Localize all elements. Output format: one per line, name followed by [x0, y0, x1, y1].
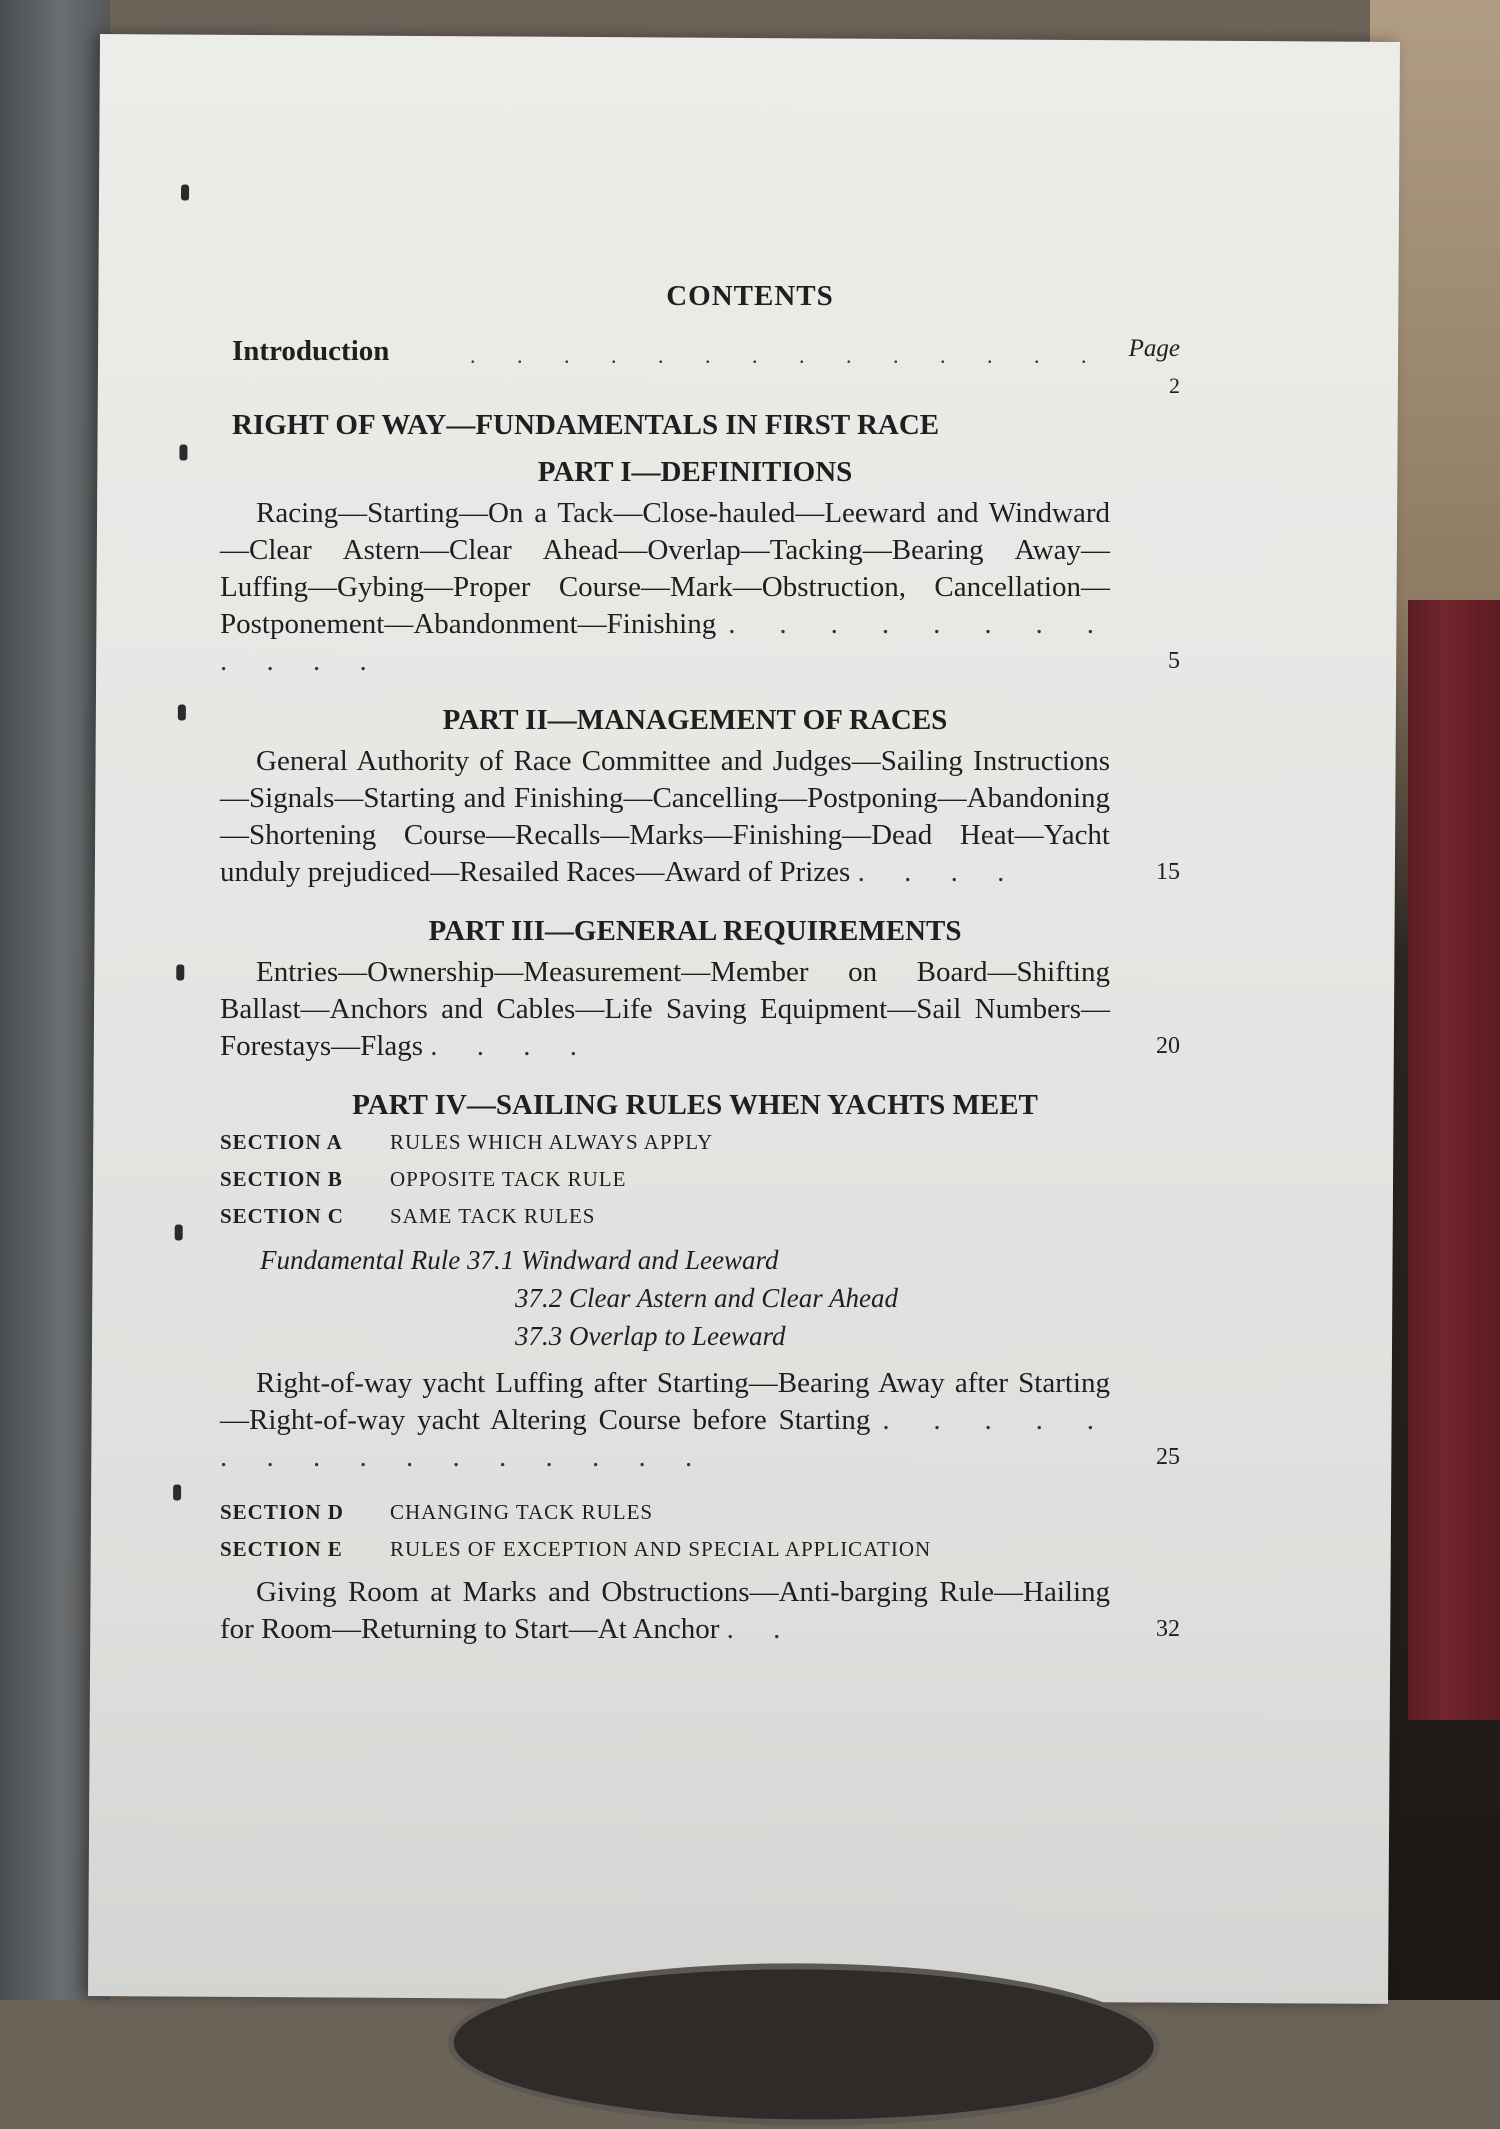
part-heading: PART III—GENERAL REQUIREMENTS — [428, 915, 962, 947]
binding-stitch — [179, 445, 187, 461]
section-title: RULES OF EXCEPTION AND SPECIAL APPLICATION — [390, 1537, 932, 1561]
leader-dots: . . . . — [430, 1030, 593, 1062]
section-row — [220, 1537, 1170, 1562]
section-row — [220, 1500, 1170, 1525]
contents-page — [220, 270, 1180, 1672]
entry-text: Entries—Ownership—Measurement—Member on Board—Shifting Ballast—Anchors and Cables—Life Saving Equipment—Sail Numbers—Forestays—Flags — [220, 956, 1110, 1062]
section-row — [220, 1204, 1170, 1229]
main-heading: RIGHT OF WAY—FUNDAMENTALS IN FIRST RACE — [232, 409, 940, 441]
section-title: OPPOSITE TACK RULE — [390, 1167, 627, 1191]
entry-text: Giving Room at Marks and Obstructions—Anti-barging Rule—Hailing for Room—Returning to Start—At Anchor — [220, 1576, 1110, 1645]
section-label: SECTION E — [220, 1537, 343, 1561]
page-number: 15 — [1156, 859, 1180, 885]
contents-title: CONTENTS — [666, 280, 834, 312]
introduction-label: Introduction — [232, 335, 390, 367]
section-row — [220, 1130, 1170, 1155]
section-label: SECTION B — [220, 1167, 343, 1191]
red-book-spine — [1408, 600, 1500, 1720]
section-e-entry — [220, 1574, 1180, 1648]
part-heading: PART I—DEFINITIONS — [537, 456, 853, 488]
entry-text: Right-of-way yacht Luffing after Starting—Bearing Away after Starting—Right-of-way yacht Altering Course before Starting — [220, 1367, 1110, 1436]
leader-dots: . . . . . . . . . . . . — [220, 608, 1111, 677]
part-entry — [220, 743, 1180, 891]
section-c-entry — [220, 1365, 1180, 1476]
page-number: 25 — [1156, 1444, 1180, 1470]
section-label: SECTION C — [220, 1204, 344, 1228]
leader-dots: . . . . . . . . . . . . . . — [470, 343, 1105, 368]
leader-dots: . . . . — [857, 856, 1021, 888]
section-title: CHANGING TACK RULES — [390, 1500, 654, 1524]
section-title: SAME TACK RULES — [390, 1204, 596, 1228]
binding-stitch — [176, 965, 184, 981]
rule-line: 37.2 Clear Astern and Clear Ahead — [515, 1283, 898, 1313]
section-row — [220, 1167, 1170, 1192]
entry-text: General Authority of Race Committee and Judges—Sailing Instructions—Signals—Starting and Finishing—Cancelling—Postponing—Abandoning—Shortening Course—Recalls—Marks—Finishing—Dead Heat—Yacht unduly prejudiced—Resailed Races—Award of Prizes — [220, 745, 1110, 888]
section-label: SECTION D — [220, 1500, 344, 1524]
section-label: SECTION A — [220, 1130, 343, 1154]
leader-dots: . . — [726, 1613, 797, 1645]
binding-stitch — [178, 705, 186, 721]
entry-text: Racing—Starting—On a Tack—Close-hauled—Leeward and Windward—Clear Astern—Clear Ahead—Overlap—Tacking—Bearing Away—Luffing—Gybing—Proper Course—Mark—Obstruction, Cancellation—Postponement—Abandonment—Finishing — [220, 497, 1110, 640]
page-number: 32 — [1156, 1616, 1180, 1642]
part-entry — [220, 954, 1180, 1065]
introduction-page-number: 2 — [1169, 373, 1180, 398]
section-title: RULES WHICH ALWAYS APPLY — [390, 1130, 714, 1154]
rule-line: Fundamental Rule 37.1 Windward and Leeward — [260, 1245, 779, 1275]
introduction-entry — [220, 335, 1180, 398]
binding-stitch — [173, 1485, 181, 1501]
page-column-label: Page — [1128, 335, 1180, 362]
binding-stitch — [175, 1225, 183, 1241]
fundamental-rules — [260, 1241, 1170, 1355]
leader-dots: . . . . . . . . . . . . . . . . — [220, 1404, 1111, 1473]
page-number: 20 — [1156, 1033, 1180, 1059]
binding-stitch — [181, 185, 189, 201]
part-heading: PART II—MANAGEMENT OF RACES — [442, 704, 948, 736]
page-number: 5 — [1168, 648, 1180, 674]
part-entry — [220, 495, 1180, 680]
bowl-edge — [447, 1961, 1160, 2127]
part-heading: PART IV—SAILING RULES WHEN YACHTS MEET — [352, 1089, 1038, 1121]
rule-line: 37.3 Overlap to Leeward — [515, 1321, 786, 1351]
